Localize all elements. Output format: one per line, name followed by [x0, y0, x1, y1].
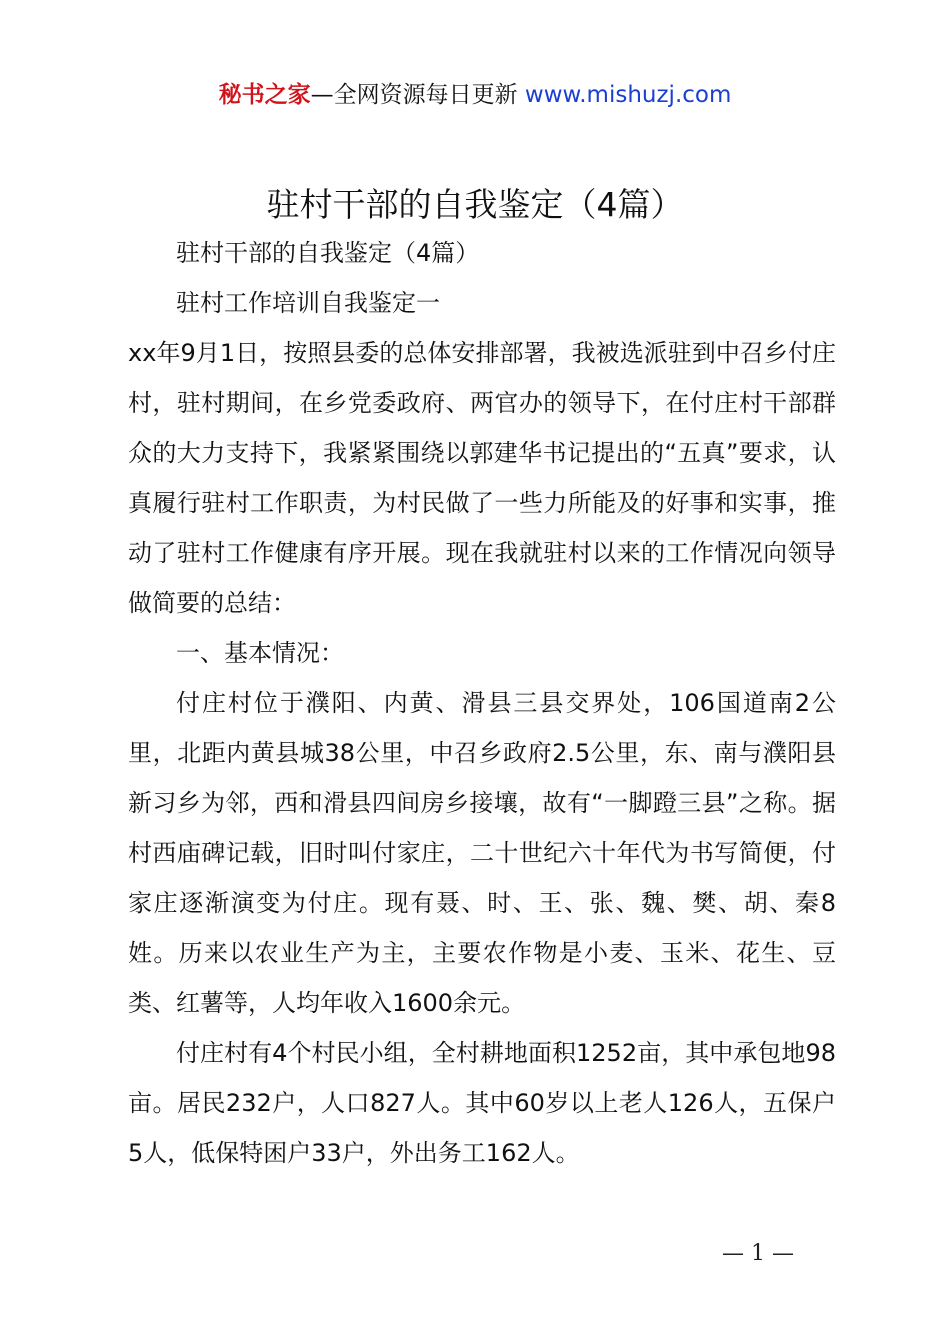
site-url[interactable]: www.mishuzj.com	[517, 82, 732, 108]
brand-name: 秘书之家	[218, 82, 311, 108]
page-number: — 1 —	[722, 1241, 794, 1266]
village-location-paragraph: 付庄村位于濮阳、内黄、滑县三县交界处，106国道南2公里，北距内黄县城38公里，中召乡政府2.5公里，东、南与濮阳县新习乡为邻，西和滑县四间房乡接壤，故有“一脚蹬三县”之称。据村西庙碑记载，旧时叫付家庄，二十世纪六十年代为书写简便，付家庄逐渐演变为付庄。现有聂、时、王、张、魏、樊、胡、秦8姓。历来以农业生产为主，主要农作物是小麦、玉米、花生、豆类、红薯等，人均年收入1600余元。	[128, 689, 836, 1017]
subtitle-paragraph: 驻村干部的自我鉴定（4篇）	[176, 239, 480, 267]
document-title: 驻村干部的自我鉴定（4篇）	[266, 185, 684, 224]
document-body	[128, 228, 836, 1178]
intro-paragraph: xx年9月1日，按照县委的总体安排部署，我被选派驻到中召乡付庄村，驻村期间，在乡党委政府、两官办的领导下，在付庄村干部群众的大力支持下，我紧紧围绕以郭建华书记提出的“五真”要求，认真履行驻村工作职责，为村民做了一些力所能及的好事和实事，推动了驻村工作健康有序开展。现在我就驻村以来的工作情况向领导做简要的总结：	[128, 339, 836, 617]
village-population-paragraph: 付庄村有4个村民小组，全村耕地面积1252亩，其中承包地98亩。居民232户，人口827人。其中60岁以上老人126人，五保户5人，低保特困户33户，外出务工162人。	[128, 1039, 836, 1167]
section-heading: 驻村工作培训自我鉴定一	[176, 289, 440, 317]
site-header	[0, 78, 950, 112]
header-tagline: —全网资源每日更新	[310, 82, 518, 108]
basic-info-heading: 一、基本情况：	[176, 639, 344, 667]
